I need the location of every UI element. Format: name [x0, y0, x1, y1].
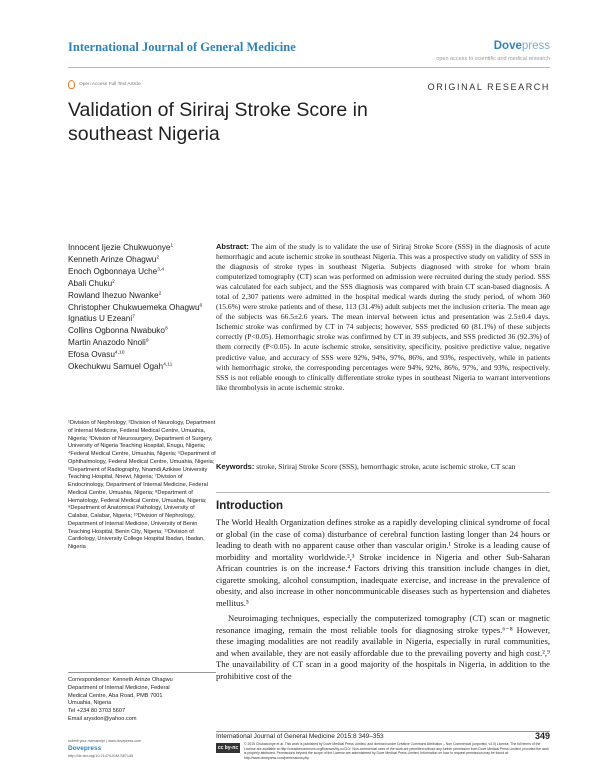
author-affiliation-mark: 2: [158, 290, 162, 296]
doi-link[interactable]: http://dx.doi.org/10.2147/IJGM.S87145: [68, 754, 134, 758]
author-affiliation-mark: 1: [170, 243, 174, 249]
author-name: Innocent Ijezie Chukwuonye$^1$: [68, 243, 174, 252]
open-access-label: Open Access Full Text Article: [79, 82, 141, 87]
correspondence-line: Umuahia, Nigeria: [68, 700, 112, 707]
author-name: Kenneth Arinze Ohagwu$^2$: [68, 254, 160, 264]
correspondence-label: Correspondence: Kenneth Arinze Ohagwu: [68, 677, 173, 683]
correspondence: [68, 677, 216, 724]
article-title: Validation of Siriraj Stroke Score in southeast Nigeria: [68, 99, 368, 145]
correspondence-line: Tel +234 80 3703 5607: [68, 708, 126, 715]
author-affiliation-mark: 4,11: [163, 362, 173, 368]
author-name: Christopher Chukwuemeka Ohagwu$^6$: [68, 302, 203, 312]
author-name: Okechukwu Samuel Ogah$^{4,11}$: [68, 362, 173, 372]
author-name: Collins Ogbonna Nwabuko$^8$: [68, 326, 168, 336]
page-number: 349: [534, 731, 550, 741]
section-divider: [216, 492, 550, 493]
abstract: [216, 242, 550, 393]
license-text: © 2015 Chukwuonye et al. This work is published by Dove Medical Press Limited, and licensed under Creative Commons Attribution – Non Commercial (unported, v3.0) License. The full terms of the License are available at http://creativecommons.org/licenses/by-nc/3.0/. Non-commercial uses of the work are permitted without any further permission from Dove Medical Press Limited, provided the work is properly attributed. Permissions beyond the scope of the License are administered by Dove Medical Press Limited. Information on how to request permission may be found at: http://www.dovepress.com/permissions.php: [244, 742, 550, 760]
journal-name: International Journal of General Medicine: [68, 40, 296, 54]
author-list: [68, 242, 213, 373]
author-affiliation-mark: 8: [164, 326, 168, 332]
footer-citation: International Journal of General Medicine 2015:8 349–353: [216, 733, 384, 740]
author-name: Efosa Ovasu$^{4,10}$: [68, 350, 125, 360]
author-affiliation-mark: 4,10: [114, 350, 125, 356]
introduction-body: [216, 517, 550, 686]
author-name: Enoch Ogbonnaya Uche$^{3,4}$: [68, 266, 165, 276]
article-type: ORIGINAL RESEARCH: [427, 82, 550, 92]
publisher-logo: [494, 40, 550, 52]
author-name: Ignatius U Ezeani$^7$: [68, 314, 135, 324]
author-name: Martin Anazodo Nnoli$^9$: [68, 338, 149, 348]
abstract-text: The aim of the study is to validate the use of Siriraj Stroke Score (SSS) in the diagnosis of acute hemorrhagic and acute ischemic stroke in southeast Nigeria. This was a prospective study on validity of SSS in the diagnosis of stroke types in southeast Nigeria. Subjects diagnosed with stroke for whom brain computerized tomography (CT) scan was performed on admission were recruited during the study period. SSS was calculated for each subject, and the SSS diagnosis was compared with brain CT scan-based diagnosis. A total of 2,307 patients were admitted in the hospital medical wards during the study period, of whom 360 (15.6%) were stroke patients and of these, 113 (31.4%) adult subjects met the inclusion criteria. The mean age of the subjects was 66.5±2.6 years. The mean interval between ictus and presentation was 2.5±0.4 days. Ischemic stroke was confirmed by CT in 74 subjects; however, SSS predicted 60 (81.1%) of these subjects correctly (P<0.05). Hemorrhagic stroke was confirmed by CT in 39 subjects, and SSS predicted 36 (92.3%) of them correctly (P<0.05). In acute ischemic stroke, sensitivity, specificity, positive predictive value, negative predictive value, and accuracy of SSS were 92%, 94%, 97%, 86%, and 93%, respectively, while in patients with hemorrhagic stroke, the corresponding percentages were 94%, 92%, 86%, 97%, and 93%, respectively. SSS is not reliable enough to clinically differentiate stroke types in southeast Nigeria to warrant interventions like thrombolysis in acute ischemic stroke.: [216, 242, 550, 392]
open-access-lock-icon: [68, 80, 75, 89]
author-name: Abali Chuku$^2$: [68, 278, 115, 288]
header-divider: [68, 67, 550, 68]
keywords: [216, 462, 550, 472]
author-affiliation-mark: 3,4: [157, 267, 165, 273]
author-affiliation-mark: 9: [145, 338, 149, 344]
submit-link[interactable]: submit your manuscript | www.dovepress.com: [68, 739, 142, 743]
affiliations: ¹Division of Nephrology, ²Division of Neurology, Department of Internal Medicine, Federal Medical Centre, Umuahia, Nigeria; ³Division of Neurosurgery, Department of Surgery, University of Nigeria Teaching Hospital, Enugu, Nigeria; ⁴Federal Medical Centre, Umuahia, Nigeria; ⁵Department of Ophthalmology, Federal Medical Centre, Umuahia, Nigeria; ⁶Department of Radiography, Nnamdi Azikiwe University Teaching Hospital, Nnewi, Nigeria; ⁷Division of Endocrinology, Department of Internal Medicine, Federal Medical Centre, Umuahia, Nigeria; ⁸Department of Hematology, Federal Medical Centre, Umuahia, Nigeria; ⁹Department of Anatomical Pathology, University of Calabar, Calabar, Nigeria; ¹⁰Division of Nephrology, Department of Internal Medicine, University of Benin Teaching Hospital, Benin City, Nigeria; ¹¹Division of Cardiology, University College Hospital Ibadan, Ibadan, Nigeria: [68, 420, 216, 550]
correspondence-line: Department of Internal Medicine, Federal: [68, 684, 170, 691]
keywords-text: stroke, Siriraj Stroke Score (SSS), hemorrhagic stroke, acute ischemic stroke, CT scan: [256, 462, 516, 471]
footer-publisher: Dovepress: [68, 745, 102, 752]
section-heading-introduction: Introduction: [216, 500, 284, 512]
footer-divider: [216, 731, 550, 732]
correspondence-divider: [68, 672, 216, 673]
author-affiliation-mark: 2: [112, 278, 115, 284]
paragraph: The World Health Organization defines stroke as a rapidly developing clinical syndrome of focal or global (in the case of coma) disturbance of cerebral function lasting longer than 24 hours or leading to death with no apparent cause other than vascular origin.¹ Stroke is a leading cause of morbidity and mortality worldwide.²,³ Stroke incidence in Nigeria and other Sub-Saharan African countries is on the increase.⁴ Factors driving this transition include changes in diet, cigarette smoking, alcohol consumption, inadequate exercise, and increase in the prevalence of obesity, and also increase in other noncommunicable diseases such as hypertension and diabetes mellitus.⁵: [216, 517, 550, 608]
brand-suffix: press: [521, 40, 550, 52]
author-affiliation-mark: 7: [132, 314, 135, 320]
cc-license-icon[interactable]: cc by-nc: [217, 745, 239, 751]
author-affiliation-mark: 2: [156, 255, 160, 261]
author-name: Rowland Ihezuo Nwanke$^2$: [68, 290, 162, 300]
correspondence-email[interactable]: Email arysdon@yahoo.com: [68, 715, 137, 722]
abstract-label: Abstract:: [216, 242, 249, 251]
open-access-badge: [68, 80, 141, 89]
paragraph: Neuroimaging techniques, especially the computerized tomography (CT) scan or magnetic resonance imaging, remain the most reliable tools for diagnosing stroke types.⁶⁻⁸ However, these imaging modalities are not readily available in Nigeria, especially in rural communities, and when available, they are not easily affordable due to the prevailing poverty and high cost.²,⁹ The unavailability of CT scan in a good majority of the hospitals in Nigeria, in addition to the prohibitive cost of the: [216, 613, 550, 681]
keywords-label: Keywords:: [216, 462, 255, 471]
brand-main: Dove: [493, 40, 522, 52]
author-affiliation-mark: 6: [199, 302, 203, 308]
correspondence-line: Medical Centre, Aba Road, PMB 7001: [68, 692, 163, 699]
publisher-tagline: open access to scientific and medical research: [436, 56, 550, 62]
